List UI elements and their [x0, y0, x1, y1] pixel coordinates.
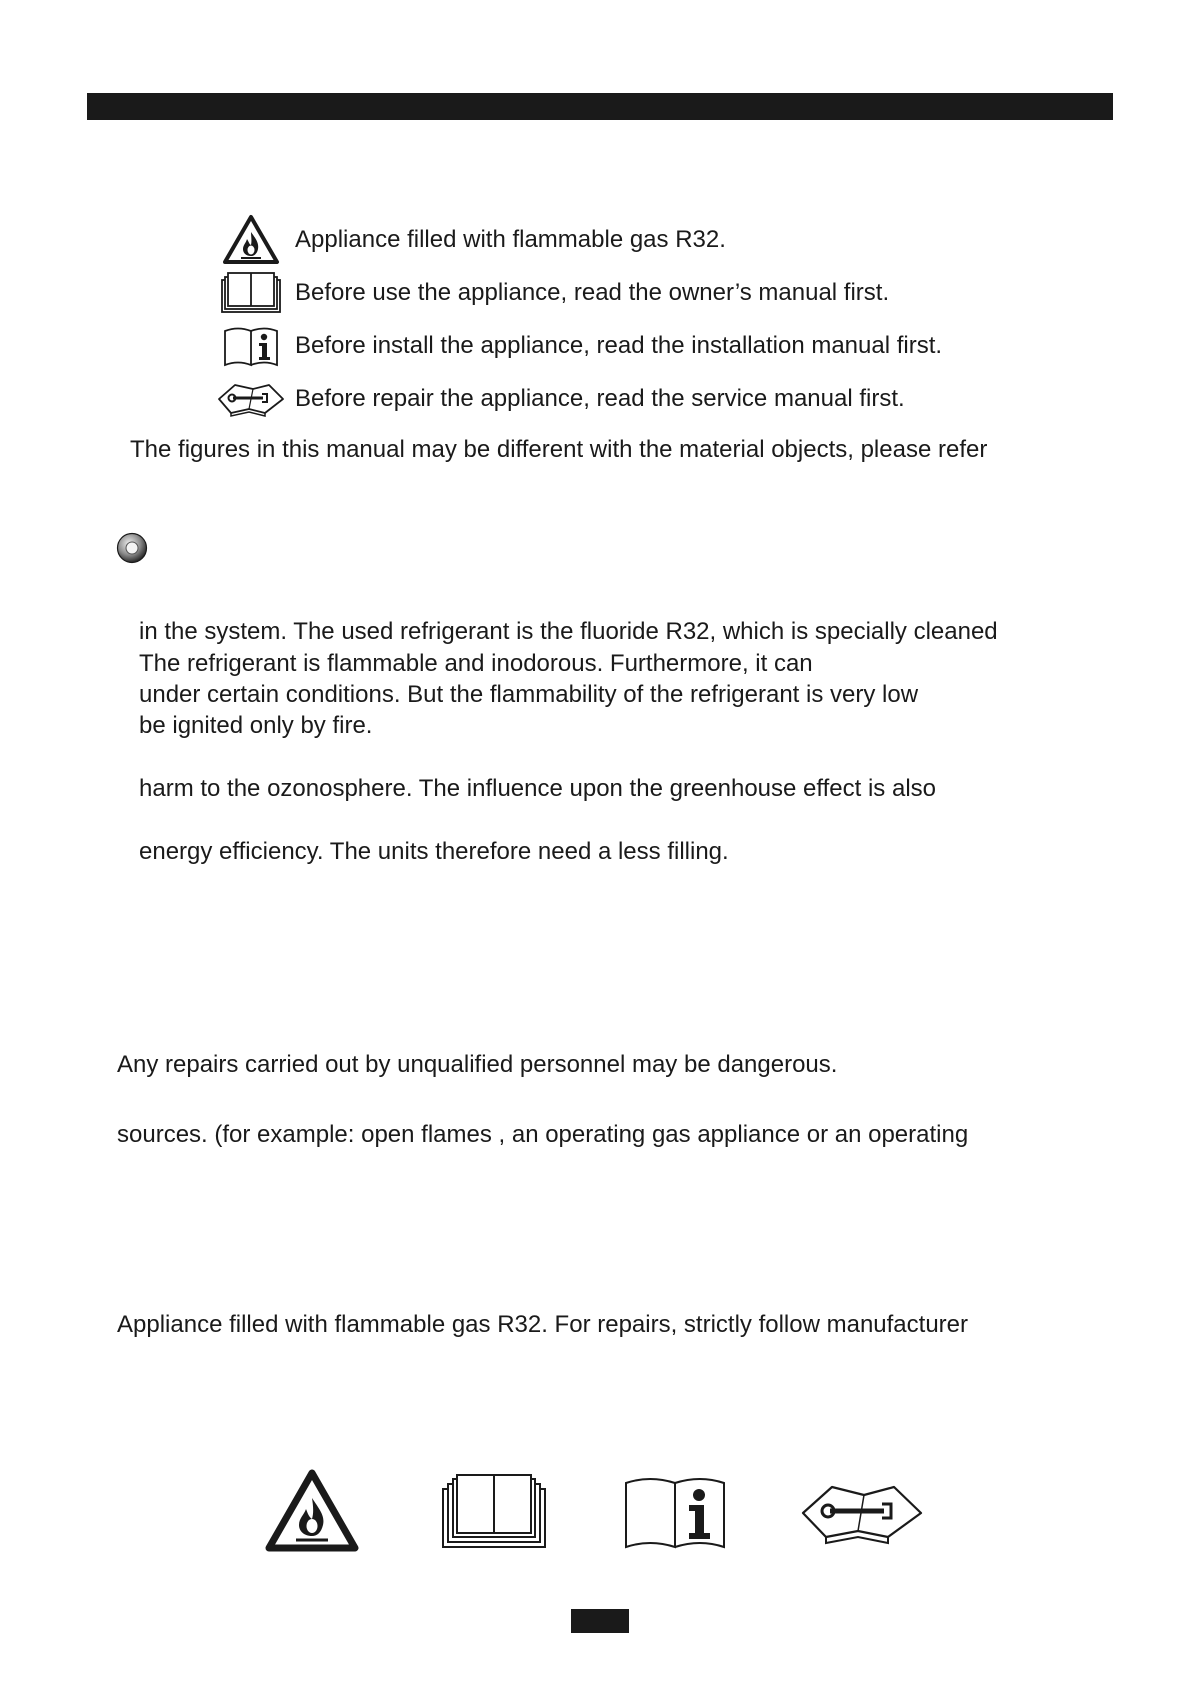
- refrigerant-line-1: in the system. The used refrigerant is the fluoride R32, which is specially cleaned: [139, 618, 998, 645]
- symbol-text: Before use the appliance, read the owner’s manual first.: [295, 279, 890, 306]
- flame-warning-icon: [215, 214, 287, 266]
- symbol-text: Before install the appliance, read the installation manual first.: [295, 332, 943, 359]
- refrigerant-line-2: The refrigerant is flammable and inodorous. Furthermore, it can: [139, 650, 813, 677]
- refrigerant-line-5: harm to the ozonosphere. The influence upon the greenhouse effect is also: [139, 775, 936, 802]
- bottom-symbols: [0, 1452, 1190, 1572]
- page-number-box: [571, 1609, 629, 1633]
- refrigerant-line-6: energy efficiency. The units therefore need a less filling.: [139, 838, 729, 865]
- symbol-row-installation-manual: [215, 320, 942, 372]
- owners-manual-icon: [440, 1452, 548, 1572]
- ignition-sources: sources. (for example: open flames , an operating gas appliance or an operating: [117, 1121, 969, 1148]
- installation-manual-icon: [215, 320, 287, 372]
- service-manual-icon: [215, 373, 287, 425]
- header-bar: [87, 93, 1113, 120]
- service-manual-icon: [800, 1452, 924, 1572]
- repair-warning: Any repairs carried out by unqualified personnel may be dangerous.: [117, 1051, 838, 1078]
- symbol-row-flammable: [215, 214, 726, 266]
- intro-note: The figures in this manual may be different with the material objects, please refer: [130, 436, 988, 463]
- installation-manual-icon: [622, 1452, 728, 1572]
- refrigerant-line-3: under certain conditions. But the flammability of the refrigerant is very low: [139, 681, 919, 708]
- symbol-row-owners-manual: [215, 267, 889, 319]
- refrigerant-line-4: be ignited only by fire.: [139, 712, 373, 739]
- symbol-row-service-manual: [215, 373, 905, 425]
- symbol-text: Appliance filled with flammable gas R32.: [295, 226, 726, 253]
- flame-warning-icon: [262, 1452, 362, 1572]
- owners-manual-icon: [215, 267, 287, 319]
- repair-instruction: Appliance filled with flammable gas R32. For repairs, strictly follow manufacturer: [117, 1311, 969, 1338]
- symbol-text: Before repair the appliance, read the service manual first.: [295, 385, 905, 412]
- section-bullet-icon: [116, 532, 148, 564]
